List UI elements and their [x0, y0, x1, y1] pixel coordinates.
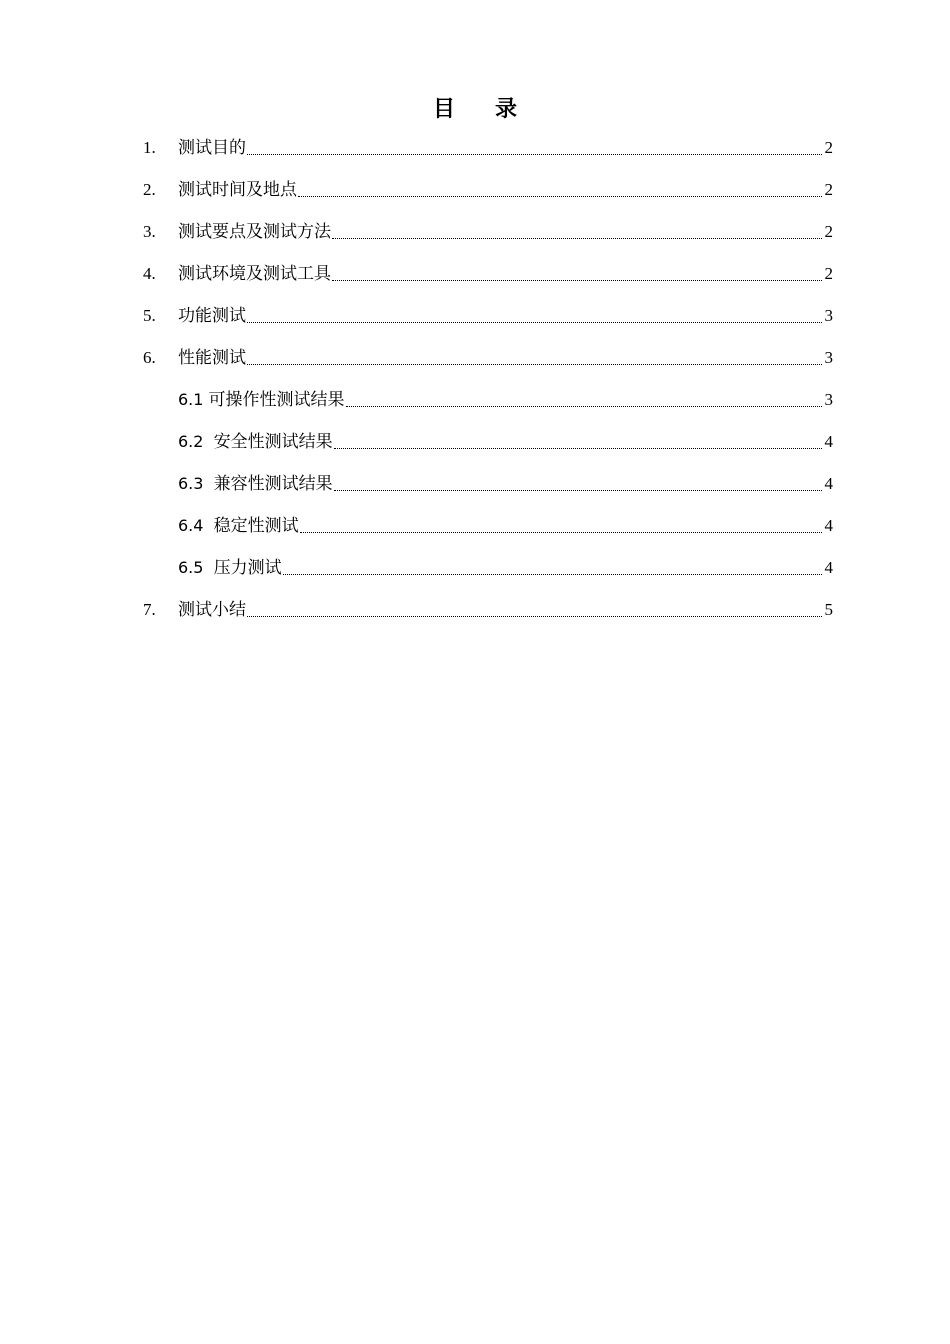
toc-entry-body [178, 389, 833, 411]
toc-entry-page: 3 [824, 390, 833, 409]
toc-entry-label: 压力测试 [213, 558, 282, 578]
toc-entry-page: 2 [824, 264, 833, 283]
toc-entry-number: 2. [143, 180, 156, 199]
toc-entry-label: 测试目的 [178, 138, 246, 158]
dot-leader [247, 322, 822, 323]
toc-entry-page: 4 [824, 516, 833, 535]
toc-entry-label: 兼容性测试结果 [213, 474, 333, 494]
dot-leader [300, 532, 822, 533]
dot-leader [332, 280, 822, 281]
toc-entry-label: 测试小结 [178, 600, 246, 620]
toc-entry-1[interactable] [0, 127, 950, 169]
dot-leader [247, 616, 822, 617]
toc-subentry-number: 6.3 [178, 474, 214, 493]
dot-leader [247, 154, 822, 155]
toc-entry-label: 稳定性测试 [213, 516, 299, 536]
toc-entry-number: 3. [143, 222, 156, 241]
toc-subentry-6-2[interactable] [0, 421, 950, 463]
title-char-2: 录 [495, 97, 518, 122]
toc-entry-5[interactable] [0, 295, 950, 337]
toc-entry-page: 3 [824, 306, 833, 325]
toc-entry-page: 2 [824, 222, 833, 241]
title-char-1: 目 [432, 97, 455, 122]
dot-leader [283, 574, 822, 575]
toc-subentry-6-5[interactable] [0, 547, 950, 589]
toc-entry-number: 1. [143, 138, 156, 157]
toc-entry-body [178, 557, 833, 579]
toc-entry-label: 性能测试 [178, 348, 246, 368]
toc-entry-6[interactable] [0, 337, 950, 379]
toc-subentry-6-1[interactable] [0, 379, 950, 421]
toc-entry-number: 4. [143, 264, 156, 283]
dot-leader [334, 448, 822, 449]
toc-entry-label: 测试要点及测试方法 [178, 222, 331, 242]
toc-entry-page: 2 [824, 138, 833, 157]
page-title [0, 94, 950, 126]
toc-entry-body [178, 431, 833, 453]
toc-entry-page: 4 [824, 558, 833, 577]
toc-subentry-number: 6.5 [178, 558, 214, 577]
toc-entry-body [178, 263, 833, 285]
dot-leader [298, 196, 822, 197]
toc-entry-page: 5 [824, 600, 833, 619]
toc-entry-4[interactable] [0, 253, 950, 295]
toc-entry-label: 可操作性测试结果 [208, 390, 345, 410]
toc-entry-label: 安全性测试结果 [213, 432, 333, 452]
dot-leader [334, 490, 822, 491]
dot-leader [346, 406, 822, 407]
toc-subentry-6-4[interactable] [0, 505, 950, 547]
toc-entry-body [178, 305, 833, 327]
toc-subentry-number: 6.2 [178, 432, 214, 451]
dot-leader [332, 238, 822, 239]
toc-entry-body [178, 347, 833, 369]
dot-leader [247, 364, 822, 365]
toc-entry-7[interactable] [0, 589, 950, 631]
toc-subentry-number: 6.1 [178, 390, 209, 409]
toc-entry-3[interactable] [0, 211, 950, 253]
toc-entry-number: 7. [143, 600, 156, 619]
toc-entry-body [178, 599, 833, 621]
toc-entry-page: 3 [824, 348, 833, 367]
toc-entry-label: 测试时间及地点 [178, 180, 297, 200]
toc-entry-number: 6. [143, 348, 156, 367]
toc-entry-label: 测试环境及测试工具 [178, 264, 331, 284]
table-of-contents [0, 127, 950, 631]
toc-entry-body [178, 221, 833, 243]
toc-entry-label: 功能测试 [178, 306, 246, 326]
toc-entry-body [178, 137, 833, 159]
toc-entry-body [178, 473, 833, 495]
toc-entry-page: 4 [824, 432, 833, 451]
toc-entry-2[interactable] [0, 169, 950, 211]
toc-entry-body [178, 179, 833, 201]
toc-entry-page: 4 [824, 474, 833, 493]
toc-entry-body [178, 515, 833, 537]
toc-entry-page: 2 [824, 180, 833, 199]
toc-subentry-6-3[interactable] [0, 463, 950, 505]
toc-entry-number: 5. [143, 306, 156, 325]
toc-subentry-number: 6.4 [178, 516, 214, 535]
